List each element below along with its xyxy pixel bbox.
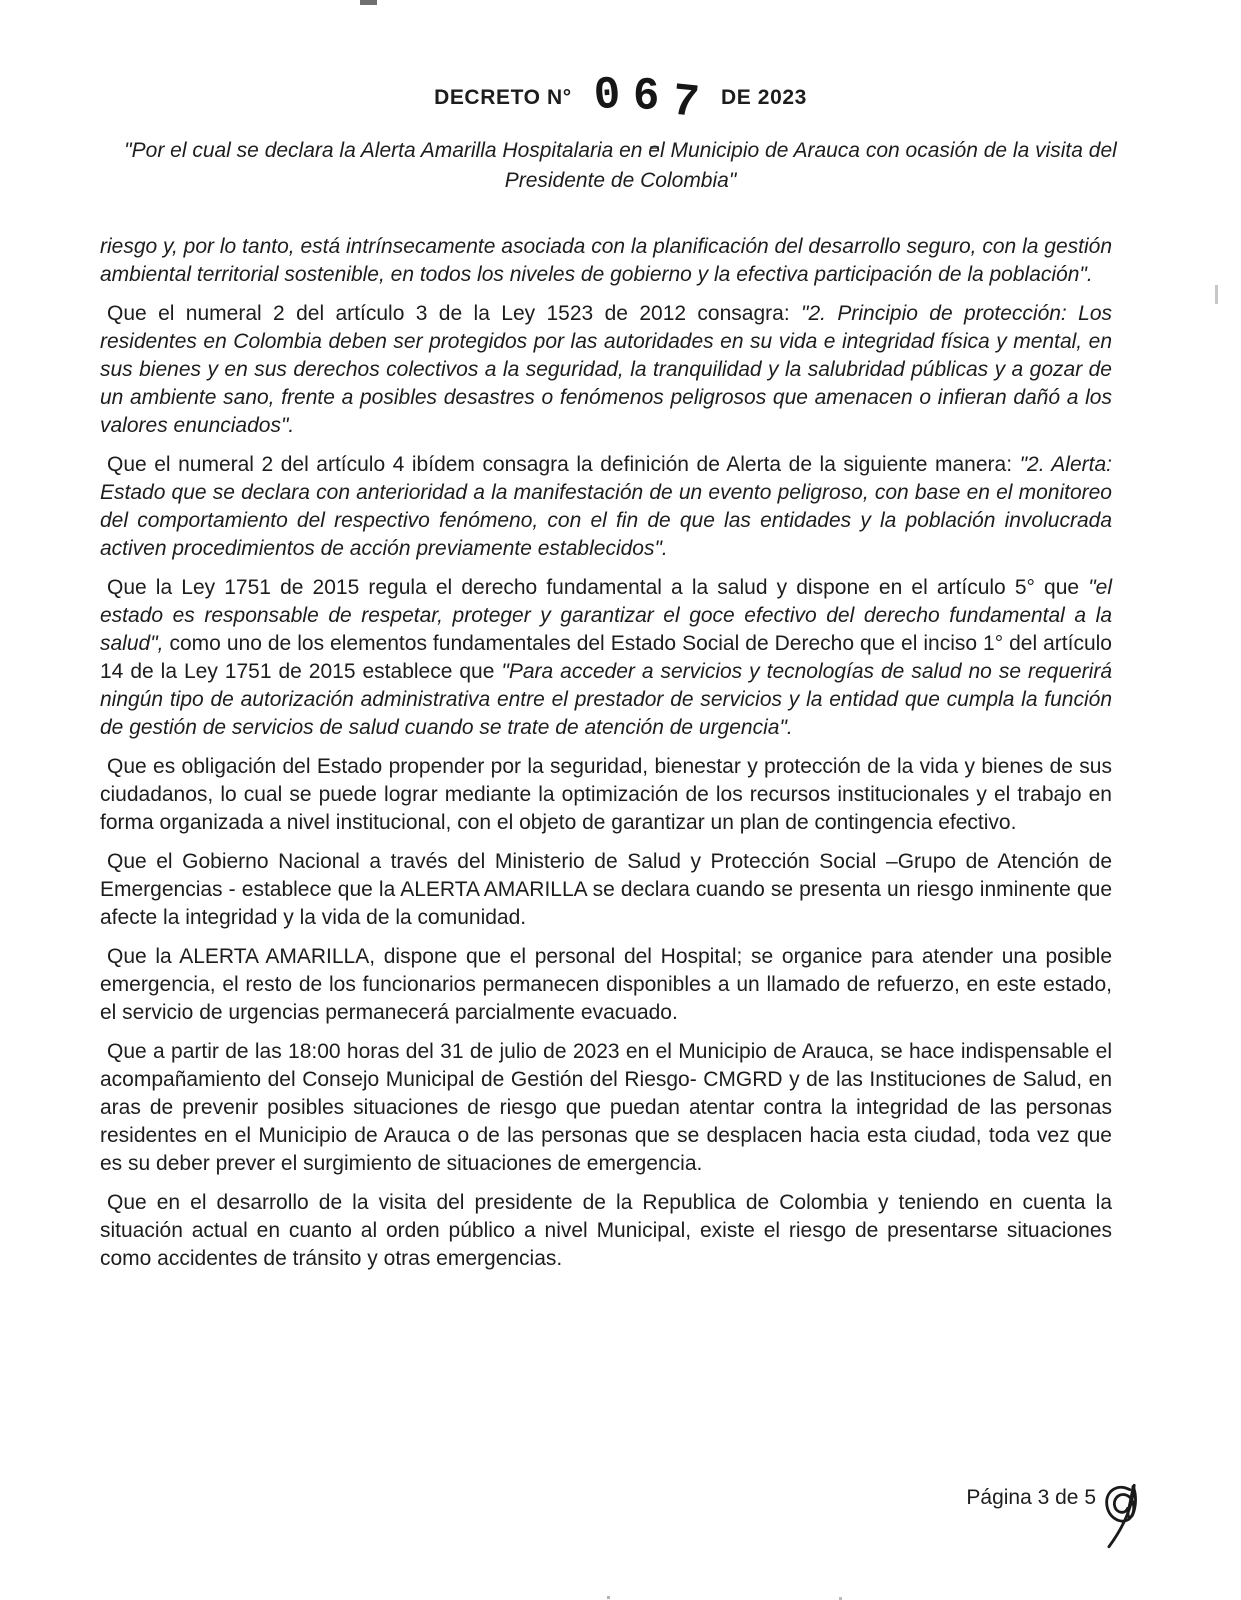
decree-number-stamp [591, 68, 701, 131]
text-run: Que es obligación del Estado propender por la seguridad, bienestar y protección de la vida y bienes de sus ciudadanos, lo cual se puede lograr mediante la optimización de los recursos institucionales y el trabajo en forma organizada a nivel institucional, con el objeto de garantizar un plan de contingencia efectivo. [100, 755, 1112, 834]
scan-artifact [360, 0, 377, 5]
paragraph [100, 451, 1112, 563]
paragraph [100, 574, 1112, 742]
signature-initials-icon [1099, 1482, 1143, 1550]
paragraph [100, 1189, 1112, 1273]
text-run: Que el numeral 2 del artículo 4 ibídem consagra la definición de Alerta de la siguiente manera: [107, 453, 1020, 476]
document-body [100, 233, 1112, 1284]
text-run: "Para acceder a servicios y tecnologías de salud no se requerirá ningún tipo de autorización administrativa entre el prestador de servicios y la entidad que cumpla la función de gestión de servicios de salud cuando se trate de atención de urgencia". [100, 660, 1113, 739]
text-run: riesgo y, por lo tanto, está intrínsecamente asociada con la planificación del desarrollo seguro, con la gestión ambiental territorial sostenible, en todos los niveles de gobierno y la efectiva participación de la población". [100, 235, 1112, 286]
text-run: Que la ALERTA AMARILLA, dispone que el personal del Hospital; se organice para atender una posible emergencia, el resto de los funcionarios permanecen disponibles a un llamado de refuerzo, en este estado, el servicio de urgencias permanecerá parcialmente evacuado. [100, 945, 1112, 1024]
text-run: "2. Alerta: Estado que se declara con anterioridad a la manifestación de un evento peligroso, con base en el monitoreo del comportamiento del respectivo fenómeno, con el fin de que las entidades y la población involucrada activen procedimientos de acción previamente establecidos". [100, 453, 1112, 560]
text-run: Que la Ley 1751 de 2015 regula el derecho fundamental a la salud y dispone en el artículo 5° que [107, 576, 1089, 599]
text-run: como uno de los elementos fundamentales del Estado Social de Derecho que el inciso 1° del artículo 14 de la Ley 1751 de 2015 establece que [100, 632, 1112, 683]
decree-title-prefix: DECRETO N° [434, 86, 572, 109]
page-footer [966, 1480, 1143, 1550]
text-run: "el estado es responsable de respetar, proteger y garantizar el goce efectivo del derecho fundamental a la salud", [100, 576, 1112, 655]
paragraph [100, 848, 1112, 932]
text-run: Que en el desarrollo de la visita del presidente de la Republica de Colombia y teniendo en cuenta la situación actual en cuanto al orden público a nivel Municipal, existe el riesgo de presentarse situaciones como accidentes de tránsito y otras emergencias. [100, 1191, 1112, 1270]
scan-artifact [607, 1596, 610, 1599]
decree-subtitle: "Por el cual se declara la Alerta Amarilla Hospitalaria en el Municipio de Arauca con ocasión de la visita del Presidente de Colombia" [124, 139, 1117, 192]
decree-header [0, 68, 1241, 131]
text-run: Que a partir de las 18:00 horas del 31 de julio de 2023 en el Municipio de Arauca, se hace indispensable el acompañamiento del Consejo Municipal de Gestión del Riesgo- CMGRD y de las Instituciones de Salud, en aras de prevenir posibles situaciones de riesgo que puedan atentar contra la integridad de las personas residentes en el Municipio de Arauca o de las personas que se desplacen hacia esta ciudad, toda vez que es su deber prever el surgimiento de situaciones de emergencia. [100, 1040, 1112, 1175]
paragraph [100, 300, 1112, 440]
decree-number-digit: 7 [669, 75, 701, 131]
decree-number-digit: 0 [591, 68, 622, 124]
text-run: Que el Gobierno Nacional a través del Ministerio de Salud y Protección Social –Grupo de Atención de Emergencias - establece que la ALERTA AMARILLA se declara cuando se presenta un riesgo inminente que afecte la integridad y la vida de la comunidad. [100, 850, 1112, 929]
paragraph [100, 943, 1112, 1027]
page-indicator: Página 3 de 5 [966, 1486, 1096, 1509]
paragraph [100, 753, 1112, 837]
decree-number-digit: 6 [632, 70, 661, 124]
text-run: "2. Principio de protección: Los residentes en Colombia deben ser protegidos por las autoridades en su vida e integridad física y mental, en sus bienes y en sus derechos colectivos a la seguridad, la tranquilidad y la salubridad públicas y a gozar de un ambiente sano, frente a posibles desastres o fenómenos peligrosos que amenacen o infieran dañó a los valores enunciados". [100, 302, 1113, 437]
text-run: Que el numeral 2 del artículo 3 de la Ley 1523 de 2012 consagra: [107, 302, 802, 325]
decree-title-suffix: DE 2023 [720, 86, 807, 109]
paragraph [100, 233, 1112, 289]
paragraph [100, 1038, 1112, 1178]
scan-artifact [1215, 285, 1218, 304]
